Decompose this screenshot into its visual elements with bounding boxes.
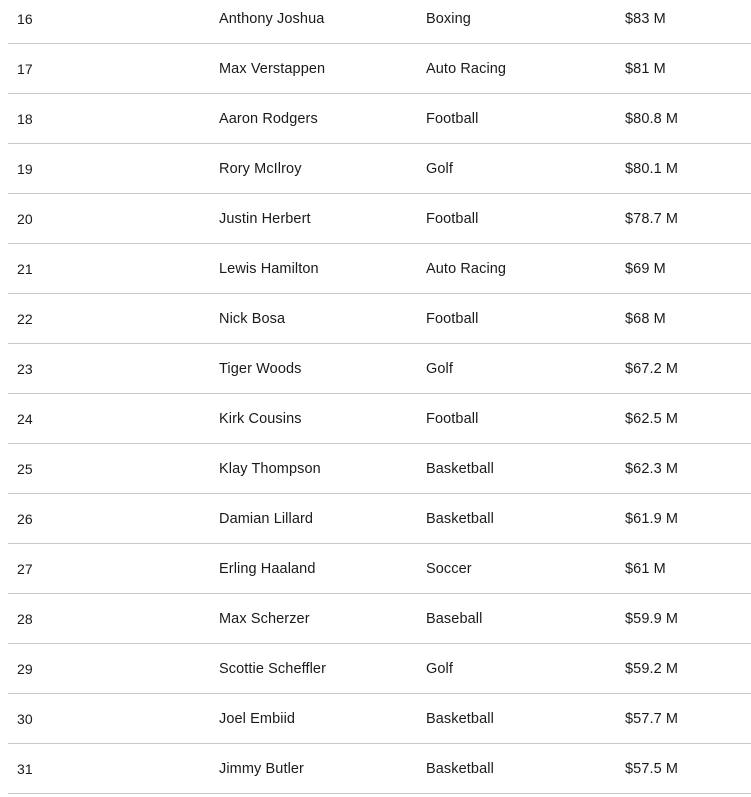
table-row[interactable]	[0, 44, 751, 94]
table-cell-name: Aaron Rodgers	[219, 111, 318, 127]
table-cell-earnings: $69 M	[625, 261, 666, 277]
table-cell-earnings: $81 M	[625, 61, 666, 77]
table-cell-rank: 25	[17, 461, 33, 477]
table-cell-rank: 21	[17, 261, 33, 277]
table-cell-earnings: $67.2 M	[625, 361, 679, 377]
table-cell-earnings: $62.3 M	[625, 461, 679, 477]
table-cell-name: Tiger Woods	[219, 361, 302, 377]
table-cell-earnings: $61.9 M	[625, 511, 679, 527]
table-row[interactable]	[0, 294, 751, 344]
table-row[interactable]	[0, 344, 751, 394]
table-cell-sport: Basketball	[426, 711, 494, 727]
table-row[interactable]	[0, 0, 751, 44]
table-row[interactable]	[0, 394, 751, 444]
table-row[interactable]	[0, 494, 751, 544]
table-cell-rank: 28	[17, 611, 33, 627]
table-cell-sport: Golf	[426, 661, 453, 677]
table-cell-earnings: $57.5 M	[625, 761, 679, 777]
table-cell-earnings: $62.5 M	[625, 411, 679, 427]
table-cell-name: Rory McIlroy	[219, 161, 302, 177]
table-row[interactable]	[0, 744, 751, 794]
table-cell-name: Damian Lillard	[219, 511, 314, 527]
table-cell-earnings: $80.1 M	[625, 161, 679, 177]
table-cell-sport: Auto Racing	[426, 61, 507, 77]
table-row[interactable]	[0, 244, 751, 294]
table-cell-name: Max Scherzer	[219, 611, 310, 627]
table-row[interactable]	[0, 94, 751, 144]
table-cell-name: Lewis Hamilton	[219, 261, 319, 277]
table-row[interactable]	[0, 644, 751, 694]
table-cell-earnings: $61 M	[625, 561, 666, 577]
table-cell-name: Justin Herbert	[219, 211, 311, 227]
table-cell-sport: Football	[426, 211, 479, 227]
table-cell-name: Kirk Cousins	[219, 411, 302, 427]
table-cell-sport: Football	[426, 311, 479, 327]
table-row[interactable]	[0, 594, 751, 644]
table-cell-rank: 16	[17, 11, 33, 27]
table-cell-name: Anthony Joshua	[219, 11, 325, 27]
table-cell-name: Jimmy Butler	[219, 761, 304, 777]
table-cell-earnings: $83 M	[625, 11, 666, 27]
table-cell-earnings: $78.7 M	[625, 211, 679, 227]
table-cell-sport: Auto Racing	[426, 261, 507, 277]
table-row[interactable]	[0, 144, 751, 194]
table-cell-name: Scottie Scheffler	[219, 661, 327, 677]
table-cell-name: Klay Thompson	[219, 461, 321, 477]
table-cell-name: Joel Embiid	[219, 711, 296, 727]
table-cell-sport: Football	[426, 111, 479, 127]
table-row[interactable]	[0, 444, 751, 494]
table-cell-rank: 24	[17, 411, 33, 427]
table-cell-sport: Basketball	[426, 511, 494, 527]
table-cell-rank: 18	[17, 111, 33, 127]
table-cell-rank: 31	[17, 761, 33, 777]
table-cell-rank: 23	[17, 361, 33, 377]
table-row[interactable]	[0, 544, 751, 594]
table-cell-sport: Basketball	[426, 461, 494, 477]
table-cell-rank: 22	[17, 311, 33, 327]
table-cell-name: Erling Haaland	[219, 561, 316, 577]
table-cell-rank: 17	[17, 61, 33, 77]
table-cell-sport: Golf	[426, 161, 453, 177]
table-cell-sport: Soccer	[426, 561, 472, 577]
table-cell-rank: 27	[17, 561, 33, 577]
table-row[interactable]	[0, 694, 751, 744]
table-cell-sport: Football	[426, 411, 479, 427]
table-cell-sport: Baseball	[426, 611, 483, 627]
table-cell-rank: 29	[17, 661, 33, 677]
table-cell-earnings: $59.2 M	[625, 661, 679, 677]
table-cell-rank: 26	[17, 511, 33, 527]
table-cell-earnings: $68 M	[625, 311, 666, 327]
table-row[interactable]	[0, 194, 751, 244]
table-cell-sport: Boxing	[426, 11, 471, 27]
table-cell-sport: Golf	[426, 361, 453, 377]
table-cell-earnings: $80.8 M	[625, 111, 679, 127]
table-cell-name: Max Verstappen	[219, 61, 326, 77]
table-cell-earnings: $57.7 M	[625, 711, 679, 727]
table-cell-rank: 20	[17, 211, 33, 227]
table-cell-earnings: $59.9 M	[625, 611, 679, 627]
table-cell-rank: 30	[17, 711, 33, 727]
table-cell-name: Nick Bosa	[219, 311, 286, 327]
table-cell-sport: Basketball	[426, 761, 494, 777]
table-cell-rank: 19	[17, 161, 33, 177]
